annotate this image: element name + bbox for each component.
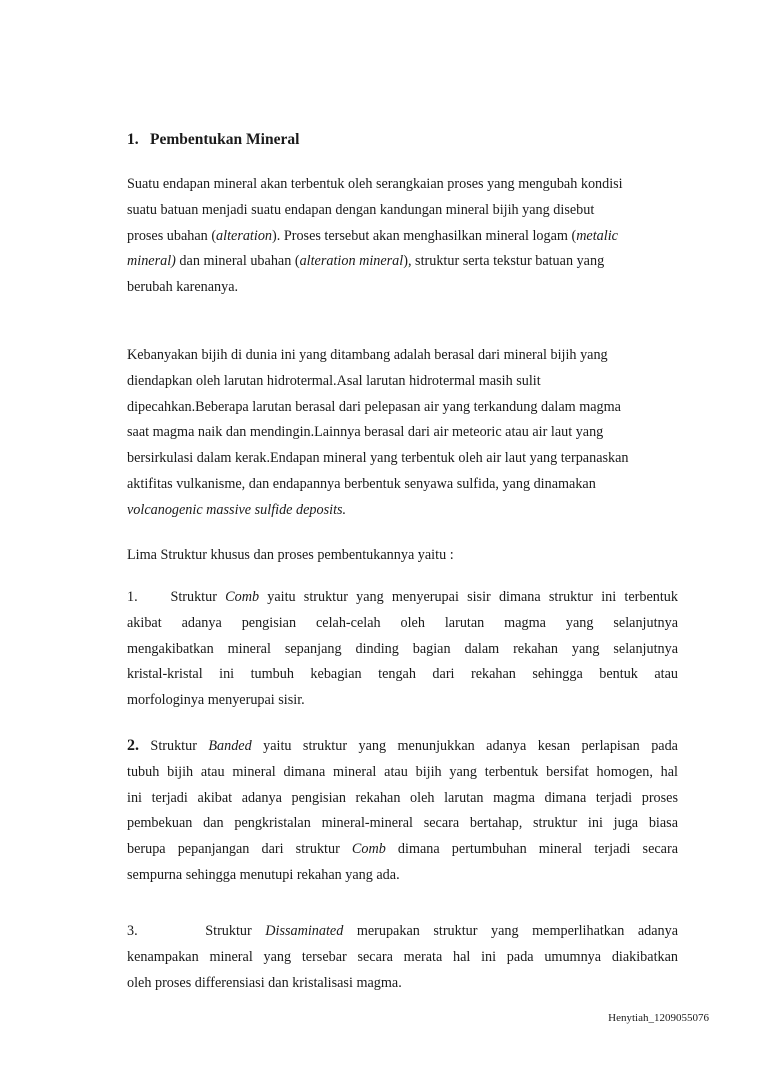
section-heading [127, 131, 299, 149]
text-run: dan mineral ubahan ( [175, 253, 300, 270]
heading-title: Pembentukan Mineral [150, 131, 300, 148]
text-line: morfologinya menyerupai sisir. [127, 692, 305, 709]
text-line [127, 919, 678, 945]
text-line: tubuh bijih atau mineral dimana mineral atau bijih yang terbentuk bersifat homogen, hal [127, 763, 678, 780]
italic-term: mineral) [127, 253, 176, 270]
text-line [127, 249, 678, 275]
text-run: yaitu struktur yang menunjukkan adanya kesan perlapisan pada [251, 738, 678, 754]
structure-item-2 [127, 733, 678, 889]
italic-term: alteration mineral [299, 253, 404, 270]
intro-line [127, 543, 678, 569]
text-line: Suatu endapan mineral akan terbentuk oleh serangkaian proses yang mengubah kondisi [127, 176, 623, 192]
paragraph-1 [127, 172, 678, 301]
structure-item-1 [127, 585, 678, 714]
text-run: berupa pepanjangan dari struktur [127, 841, 352, 858]
structure-item-3 [127, 919, 678, 996]
italic-term: volcanogenic massive sulfide deposits. [127, 501, 347, 518]
text-run: ). Proses tersebut akan menghasilkan mineral logam ( [272, 227, 577, 244]
text-line [127, 585, 678, 611]
text-run: merupakan struktur yang memperlihatkan adanya [343, 923, 678, 939]
text-line: suatu batuan menjadi suatu endapan dengan kandungan mineral bijih yang disebut [127, 201, 595, 218]
text-line: aktifitas vulkanisme, dan endapannya berbentuk senyawa sulfida, yang dinamakan [127, 475, 596, 492]
text-line: oleh proses differensiasi dan kristalisasi magma. [127, 974, 402, 991]
text-line: diendapkan oleh larutan hidrotermal.Asal larutan hidrotermal masih sulit [127, 372, 541, 389]
text-line: bersirkulasi dalam kerak.Endapan mineral yang terbentuk oleh air laut yang terpanaskan [127, 450, 629, 467]
text-run: Struktur [205, 923, 266, 939]
text-line [127, 224, 678, 250]
text-line: ini terjadi akibat adanya pengisian rekahan oleh larutan magma dimana terjadi proses [127, 789, 678, 806]
text-line: saat magma naik dan mendingin.Lainnya berasal dari air meteoric atau air laut yang [127, 424, 604, 441]
italic-term: metalic [576, 227, 618, 244]
page-footer: Henytiah_1209055076 [608, 1012, 709, 1024]
italic-term: alteration [216, 227, 273, 244]
text-run: Struktur [139, 738, 209, 754]
text-line [127, 837, 678, 863]
text-line: sempurna sehingga menutupi rekahan yang ada. [127, 866, 400, 883]
italic-term: Banded [208, 738, 252, 754]
text-line: Kebanyakan bijih di dunia ini yang ditambang adalah berasal dari mineral bijih yang [127, 347, 608, 363]
text-line [127, 733, 678, 760]
text-run: yaitu struktur yang menyerupai sisir dimana struktur ini terbentuk [259, 589, 678, 605]
text-line: Lima Struktur khusus dan proses pembentukannya yaitu : [127, 547, 454, 563]
text-line: akibat adanya pengisian celah-celah oleh larutan magma yang selanjutnya [127, 614, 678, 631]
italic-term: Dissaminated [265, 923, 344, 939]
item-number: 1. [127, 589, 138, 605]
text-line: mengakibatkan mineral sepanjang dinding bagian dalam rekahan yang selanjutnya [127, 640, 678, 657]
item-number: 2. [127, 737, 139, 754]
text-line: dipecahkan.Beberapa larutan berasal dari pelepasan air yang terkandung dalam magma [127, 398, 621, 415]
paragraph-2 [127, 343, 678, 524]
text-line: kristal-kristal ini tumbuh kebagian tengah dari rekahan sehingga bentuk atau [127, 666, 678, 683]
text-line: kenampakan mineral yang tersebar secara merata hal ini pada umumnya diakibatkan [127, 948, 678, 965]
heading-number: 1. [127, 131, 139, 148]
text-run: Struktur [170, 589, 226, 605]
text-line: pembekuan dan pengkristalan mineral-mineral secara bertahap, struktur ini juga biasa [127, 815, 678, 832]
text-run: ), struktur serta tekstur batuan yang [403, 253, 605, 270]
text-run: dimana pertumbuhan mineral terjadi secara [385, 841, 678, 858]
text-run: proses ubahan ( [127, 227, 217, 244]
italic-term: Comb [351, 841, 386, 858]
text-line: berubah karenanya. [127, 279, 239, 296]
item-number: 3. [127, 923, 138, 939]
italic-term: Comb [225, 589, 260, 605]
